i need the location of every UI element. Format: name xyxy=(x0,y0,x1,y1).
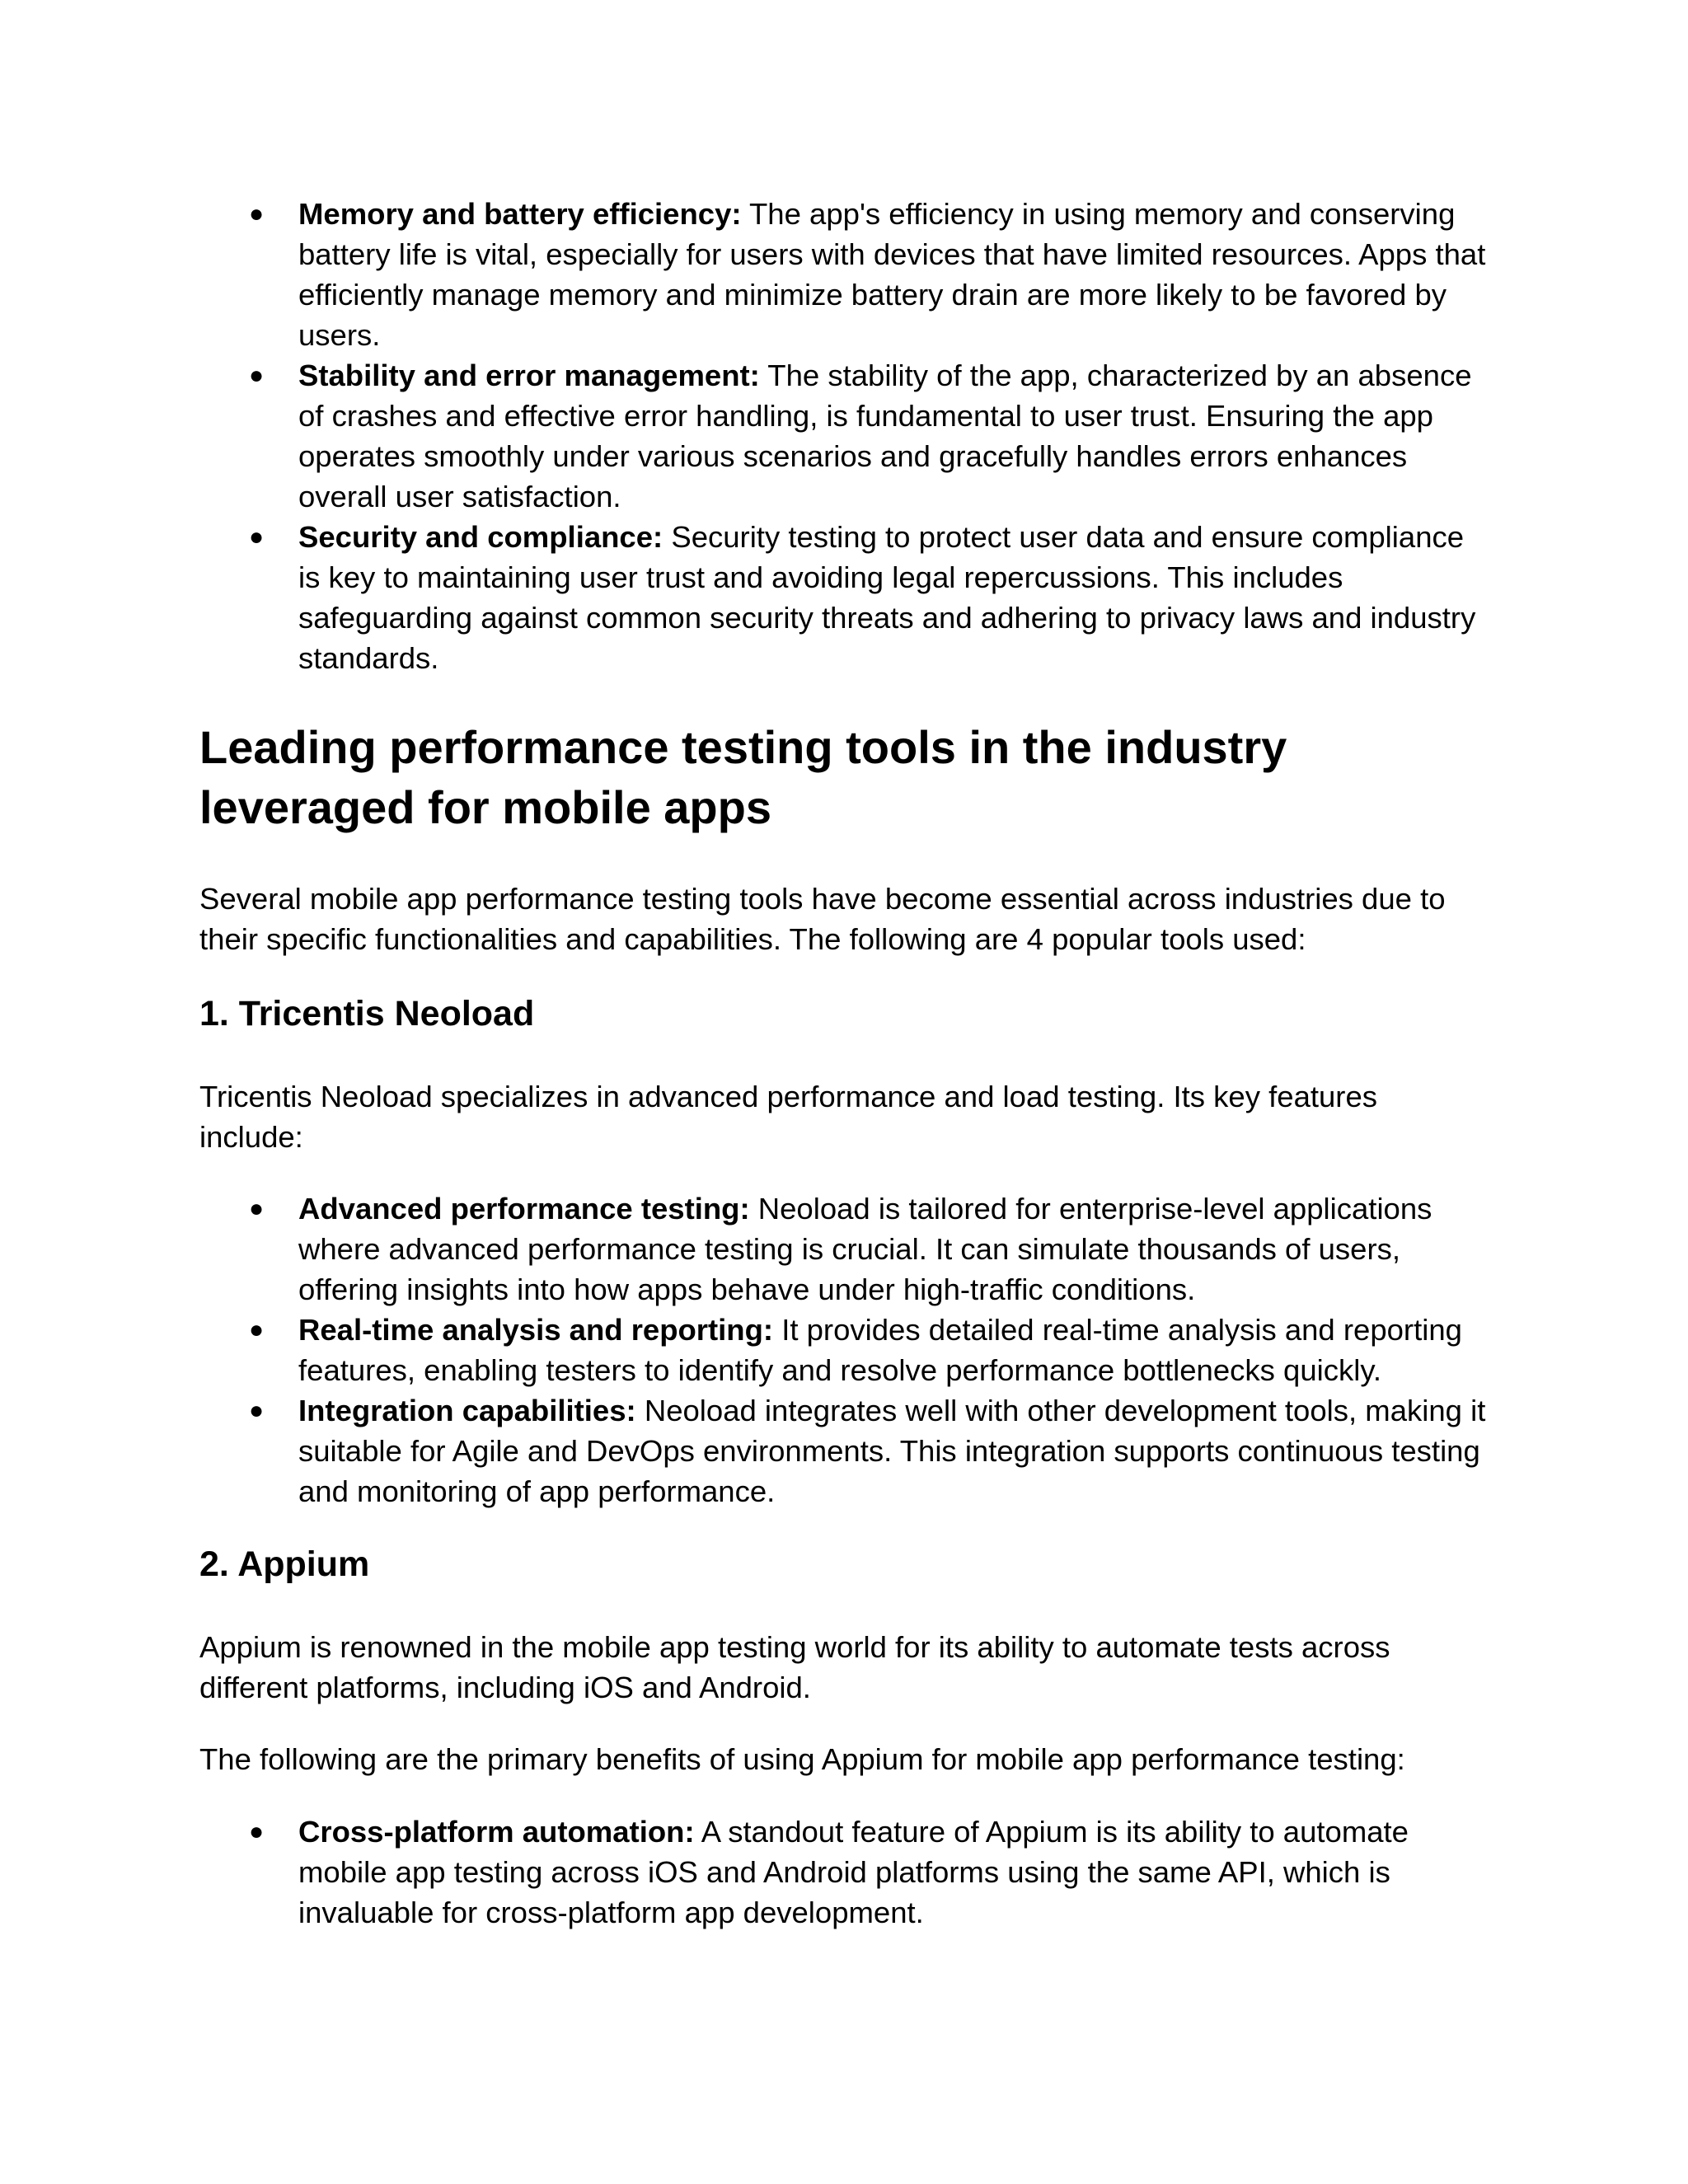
list-item-text: Neoload integrates well with other development tools, making it suitable for Agile and DevOps environments. This integration supports continuous testing and monitoring of app performance. xyxy=(298,1394,1486,1508)
list-item-text: The stability of the app, characterized by an absence of crashes and effective error handling, is fundamental to user trust. Ensuring the app operates smoothly under various scenarios and gracefully handles errors enhances overall user satisfaction. xyxy=(298,359,1472,513)
list-item-term: Stability and error management: xyxy=(298,359,760,392)
bullet-icon: ● xyxy=(249,1397,265,1424)
list-item xyxy=(0,1188,1493,1310)
list-item-term: Integration capabilities: xyxy=(298,1394,636,1427)
neoload-bullet-list xyxy=(0,1188,1688,1511)
bullet-icon: ● xyxy=(249,523,265,551)
list-item-text: The app's efficiency in using memory and conserving battery life is vital, especially for users with devices that have limited resources. Apps that efficiently manage memory and minimize battery drain are more likely to be favored by users. xyxy=(298,197,1486,352)
list-item-term: Security and compliance: xyxy=(298,520,663,554)
tool-heading-appium: 2. Appium xyxy=(199,1544,370,1584)
list-item-term: Memory and battery efficiency: xyxy=(298,197,742,231)
section-heading: Leading performance testing tools in the industry leveraged for mobile apps xyxy=(199,721,1287,833)
list-item-term: Advanced performance testing: xyxy=(298,1192,750,1226)
list-item xyxy=(0,1811,1493,1933)
list-item xyxy=(0,194,1493,355)
bullet-icon: ● xyxy=(249,1316,265,1343)
list-item-term: Real-time analysis and reporting: xyxy=(298,1313,774,1347)
bullet-icon: ● xyxy=(249,200,265,227)
bullet-icon: ● xyxy=(249,362,265,389)
bullet-icon: ● xyxy=(249,1195,265,1222)
list-item-text: A standout feature of Appium is its ability to automate mobile app testing across iOS and Android platforms using the same API, which is invaluable for cross-platform app development. xyxy=(298,1815,1409,1929)
appium-bullet-list xyxy=(0,1811,1688,1933)
appium-intro: Appium is renowned in the mobile app testing world for its ability to automate tests across different platforms, including iOS and Android. xyxy=(199,1630,1390,1704)
list-item-text: Security testing to protect user data and ensure compliance is key to maintaining user trust and avoiding legal repercussions. This includes safeguarding against common security threats and adhering to privacy laws and industry standards. xyxy=(298,520,1476,675)
appium-intro-2: The following are the primary benefits of using Appium for mobile app performance testing: xyxy=(199,1742,1405,1776)
list-item xyxy=(0,355,1493,517)
list-item xyxy=(0,1390,1493,1511)
list-item-text: It provides detailed real-time analysis and reporting features, enabling testers to identify and resolve performance bottlenecks quickly. xyxy=(298,1313,1462,1387)
list-item-text: Neoload is tailored for enterprise-level applications where advanced performance testing is crucial. It can simulate thousands of users, offering insights into how apps behave under high-traffic conditions. xyxy=(298,1192,1432,1306)
tool-heading-neoload: 1. Tricentis Neoload xyxy=(199,994,535,1033)
list-item-term: Cross-platform automation: xyxy=(298,1815,695,1849)
list-item xyxy=(0,517,1493,678)
bullet-icon: ● xyxy=(249,1818,265,1845)
top-bullet-list xyxy=(0,194,1688,678)
neoload-intro: Tricentis Neoload specializes in advanced performance and load testing. Its key features include: xyxy=(199,1080,1378,1154)
list-item xyxy=(0,1310,1493,1390)
intro-paragraph: Several mobile app performance testing tools have become essential across industries due to their specific functionalities and capabilities. The following are 4 popular tools used: xyxy=(199,882,1446,956)
